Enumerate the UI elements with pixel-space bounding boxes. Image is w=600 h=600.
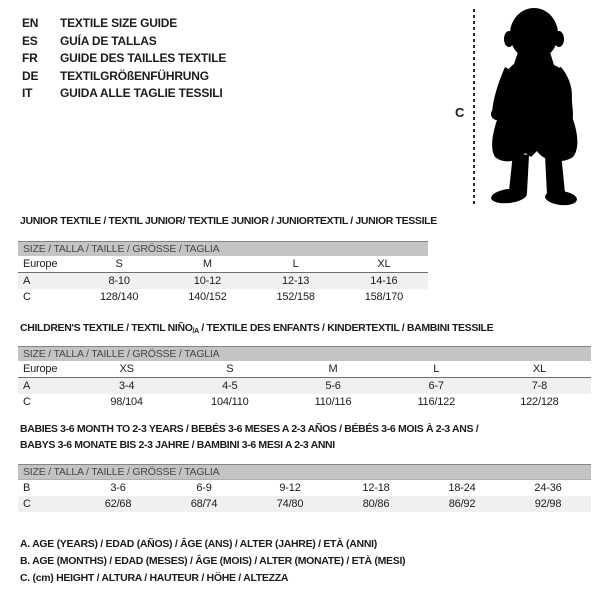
babies-size-table — [18, 464, 591, 512]
language-code: ES — [22, 33, 38, 48]
language-row — [22, 33, 226, 51]
junior-section-title: JUNIOR TEXTILE / TEXTIL JUNIOR/ TEXTILE JUNIOR / JUNIORTEXTIL / JUNIOR TESSILE — [20, 215, 437, 227]
table-cell: 86/92 — [448, 498, 476, 510]
legend-line-b: B. AGE (MONTHS) / EDAD (MESES) / ÂGE (MOIS) / ALTER (MONATE) / ETÀ (MESI) — [20, 555, 406, 567]
table-cell: 12-13 — [282, 275, 310, 287]
children-title-subscript: /A — [192, 328, 199, 335]
language-title: GUÍA DE TALLAS — [60, 33, 157, 48]
language-title: TEXTILE SIZE GUIDE — [60, 16, 178, 30]
table-cell: S — [115, 258, 123, 270]
row-label: C — [23, 498, 31, 510]
table-cell: 62/68 — [104, 498, 132, 510]
table-cell: 8-10 — [108, 275, 130, 287]
language-row — [22, 15, 226, 33]
table-cell: 152/158 — [276, 291, 315, 303]
table-row-c — [18, 289, 428, 305]
row-label: A — [23, 275, 31, 287]
size-header-bar: SIZE / TALLA / TAILLE / GRÖSSE / TAGLIA — [18, 464, 591, 480]
table-cell: 6-7 — [428, 380, 444, 392]
table-cell: 158/170 — [364, 291, 404, 303]
row-label: Europe — [23, 258, 58, 270]
row-label: A — [23, 380, 31, 392]
language-code: DE — [22, 68, 39, 83]
row-label: C — [23, 396, 31, 408]
table-cell: M — [202, 258, 212, 270]
table-row-europe — [18, 361, 591, 378]
table-cell: 92/98 — [534, 498, 562, 510]
table-row-c — [18, 394, 591, 410]
legend-line-c: C. (cm) HEIGHT / ALTURA / HAUTEUR / HÖHE / ALTEZZA — [20, 572, 289, 584]
children-title-text: CHILDREN'S TEXTILE / TEXTIL NIÑO — [20, 322, 193, 334]
table-row-a — [18, 273, 428, 289]
table-cell: XS — [119, 363, 134, 375]
table-cell: 4-5 — [222, 380, 238, 392]
table-cell: 110/116 — [314, 396, 352, 408]
toddler-silhouette-icon — [479, 7, 593, 207]
table-cell: 10-12 — [193, 275, 221, 287]
table-cell: 18-24 — [448, 482, 476, 494]
language-row — [22, 50, 226, 68]
table-cell: XL — [532, 363, 546, 375]
row-label: C — [23, 291, 31, 303]
size-header-bar: SIZE / TALLA / TAILLE / GRÖSSE / TAGLIA — [18, 241, 428, 256]
junior-size-table — [18, 241, 428, 305]
language-list — [22, 15, 226, 103]
table-cell: 9-12 — [279, 482, 301, 494]
language-title: GUIDA ALLE TAGLIE TESSILI — [60, 86, 223, 101]
table-row-europe — [18, 256, 428, 273]
row-label: B — [23, 482, 31, 494]
table-cell: 6-9 — [196, 482, 212, 494]
language-code: FR — [22, 51, 38, 66]
table-cell: 104/110 — [211, 396, 249, 408]
children-title-text: / TEXTILE DES ENFANTS / KINDERTEXTIL / BAMBINI TESSILE — [198, 322, 494, 334]
table-cell: 14-16 — [370, 275, 398, 287]
language-title: GUIDE DES TAILLES TEXTILE — [60, 51, 227, 66]
language-row — [22, 68, 226, 86]
row-label: Europe — [23, 363, 58, 375]
children-section-title — [20, 320, 493, 338]
language-row — [22, 85, 226, 103]
table-cell: M — [328, 363, 338, 375]
table-cell: L — [433, 363, 440, 375]
table-cell: 116/122 — [417, 396, 455, 408]
size-header-bar: SIZE / TALLA / TAILLE / GRÖSSE / TAGLIA — [18, 346, 591, 361]
table-cell: 24-36 — [534, 482, 562, 494]
table-cell: 74/80 — [276, 498, 304, 510]
children-size-table — [18, 346, 591, 410]
table-cell: 7-8 — [531, 380, 548, 392]
table-cell: 5-6 — [325, 380, 341, 392]
table-cell: 68/74 — [190, 498, 218, 510]
table-row-a — [18, 378, 591, 394]
table-cell: 122/128 — [520, 396, 559, 408]
language-title: TEXTILGRÖßENFÜHRUNG — [60, 68, 209, 83]
height-label: C — [455, 105, 465, 120]
babies-title-line2: BABYS 3-6 MONATE BIS 2-3 JAHRE / BAMBINI 3-6 MESI A 2-3 ANNI — [20, 439, 335, 451]
table-cell: XL — [377, 258, 391, 270]
legend-line-a: A. AGE (YEARS) / EDAD (AÑOS) / ÂGE (ANS) / ALTER (JAHRE) / ETÀ (ANNI) — [20, 538, 377, 550]
table-cell: 128/140 — [99, 291, 139, 303]
babies-title-line1: BABIES 3-6 MONTH TO 2-3 YEARS / BEBÉS 3-6 MESES A 2-3 AÑOS / BÉBÉS 3-6 MOIS À 2-3 ANS / — [20, 423, 479, 435]
table-cell: S — [226, 363, 234, 375]
table-cell: 80/86 — [362, 498, 390, 510]
measure-legend — [20, 536, 405, 587]
language-code: EN — [22, 16, 39, 30]
table-cell: L — [292, 258, 299, 270]
table-cell: 3-6 — [110, 482, 126, 494]
table-cell: 12-18 — [362, 482, 390, 494]
height-measure-line — [473, 9, 475, 205]
table-cell: 3-4 — [118, 380, 135, 392]
language-code: IT — [22, 86, 33, 101]
babies-section-title — [20, 421, 478, 453]
table-row-c — [18, 496, 591, 512]
table-cell: 98/104 — [110, 396, 143, 408]
table-cell: 140/152 — [188, 291, 227, 303]
table-row-b — [18, 480, 591, 496]
